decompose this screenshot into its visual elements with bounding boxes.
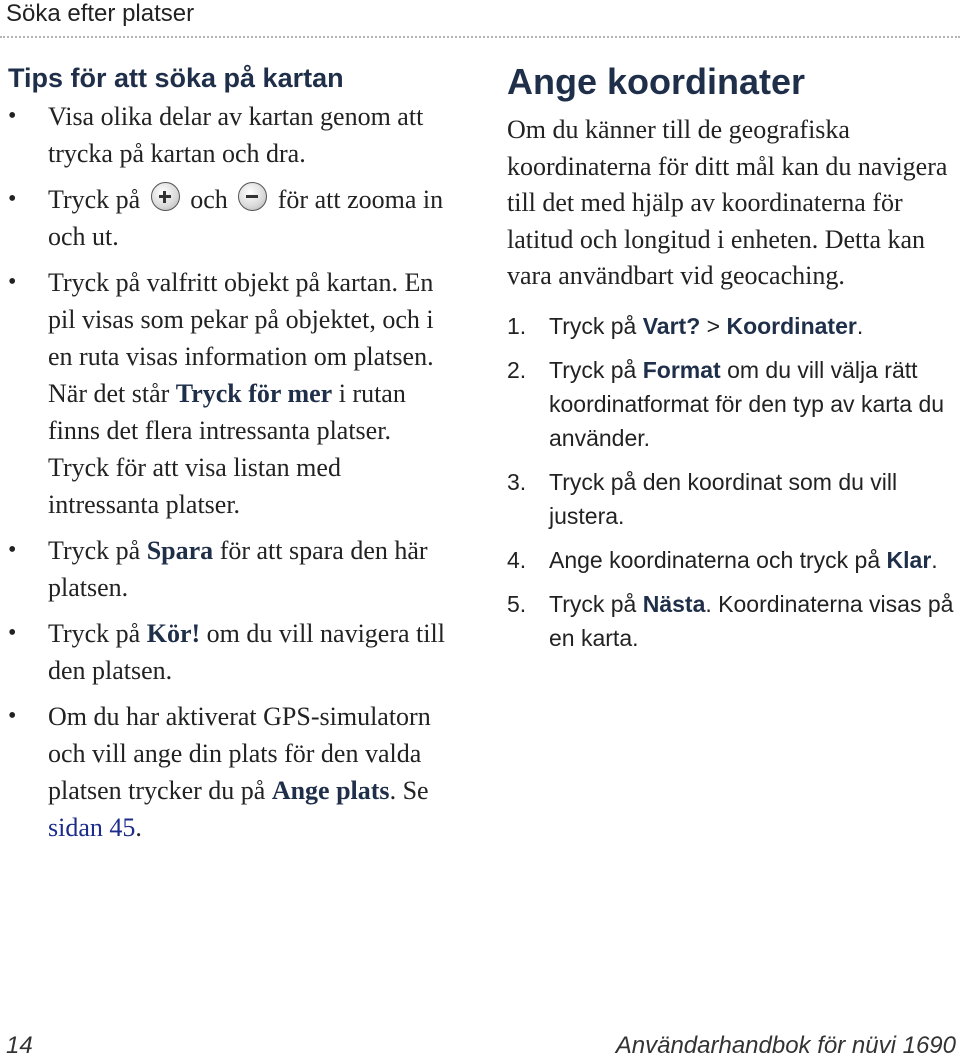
step-text: . Koordinaterna visas på en karta. — [549, 590, 954, 651]
tip-text: om du vill navigera till den platsen. — [48, 619, 445, 685]
tip-text: för att zooma in och ut. — [48, 185, 444, 251]
nasta-label: Nästa — [642, 590, 706, 617]
coordinates-heading: Ange koordinater — [507, 61, 806, 102]
tip-zoom — [8, 181, 458, 255]
tip-text: Tryck på — [48, 619, 141, 648]
page-header — [0, 0, 960, 32]
coordinates-column — [507, 60, 957, 665]
step-text: Ange koordinaterna och tryck på — [549, 546, 881, 573]
klar-label: Klar — [886, 546, 932, 573]
steps-list — [507, 309, 957, 655]
step-number: 5. — [507, 590, 527, 617]
tip-text: . — [135, 813, 142, 842]
step-4 — [507, 543, 957, 577]
tip-text: Visa olika delar av kartan genom att trycka på kartan och dra. — [48, 102, 424, 168]
step-text: . — [931, 546, 938, 573]
tip-text: Tryck på — [48, 185, 141, 214]
step-text: Tryck på den koordinat som du vill justera. — [549, 468, 898, 529]
step-number: 3. — [507, 468, 527, 495]
step-5 — [507, 587, 957, 655]
tip-text: . Se — [389, 776, 429, 805]
tip-set-location — [8, 698, 458, 846]
page-number: 14 — [6, 1032, 33, 1059]
tip-text: Om du har aktiverat GPS-simulatorn och vill ange din plats för den valda platsen trycker du på — [48, 702, 431, 805]
tip-text: Tryck på valfritt objekt på kartan. En pil visas som pekar på objektet, och i en ruta visas information om platsen. När det står — [48, 268, 434, 408]
format-label: Format — [642, 356, 721, 383]
tryck-for-mer-label: Tryck för mer — [175, 379, 333, 408]
header-divider — [0, 36, 960, 38]
tip-select-object — [8, 264, 458, 523]
step-text: > — [706, 312, 721, 339]
tip-text: och — [190, 185, 228, 214]
spara-label: Spara — [146, 536, 214, 565]
tip-go — [8, 615, 458, 689]
tips-heading: Tips för att söka på kartan — [8, 63, 344, 93]
zoom-out-icon — [238, 182, 267, 211]
vart-label: Vart? — [642, 312, 701, 339]
page-45-link[interactable]: sidan 45 — [48, 813, 136, 842]
step-3 — [507, 465, 957, 533]
tips-column — [8, 60, 458, 855]
step-text: . — [856, 312, 864, 339]
step-number: 1. — [507, 312, 527, 339]
step-1 — [507, 309, 957, 343]
tip-save — [8, 532, 458, 606]
step-number: 4. — [507, 546, 527, 573]
tip-pan-map — [8, 98, 458, 172]
tip-text: för att spara den här platsen. — [48, 536, 428, 602]
section-title: Söka efter platser — [6, 0, 195, 27]
step-number: 2. — [507, 356, 527, 383]
step-text: Tryck på — [549, 312, 637, 339]
coordinates-intro: Om du känner till de geografiska koordinaterna för ditt mål kan du navigera till det med hjälp av koordinaterna för latitud och longitud i enheten. Detta kan vara användbart vid geocaching. — [507, 115, 948, 290]
tip-text: Tryck på — [48, 536, 141, 565]
page-footer — [0, 1030, 960, 1060]
step-text: Tryck på — [549, 356, 637, 383]
ange-plats-label: Ange plats — [271, 776, 390, 805]
step-2 — [507, 353, 957, 455]
kor-label: Kör! — [146, 619, 201, 648]
zoom-in-icon — [151, 182, 180, 211]
tip-text: i rutan finns det flera intressanta platser. Tryck för att visa listan med intressanta platser. — [48, 379, 406, 519]
tips-list — [8, 98, 458, 846]
koordinater-label: Koordinater — [726, 312, 857, 339]
manual-title: Användarhandbok för nüvi 1690 — [615, 1032, 956, 1059]
step-text: om du vill välja rätt koordinatformat för den typ av karta du använder. — [549, 356, 945, 451]
step-text: Tryck på — [549, 590, 637, 617]
